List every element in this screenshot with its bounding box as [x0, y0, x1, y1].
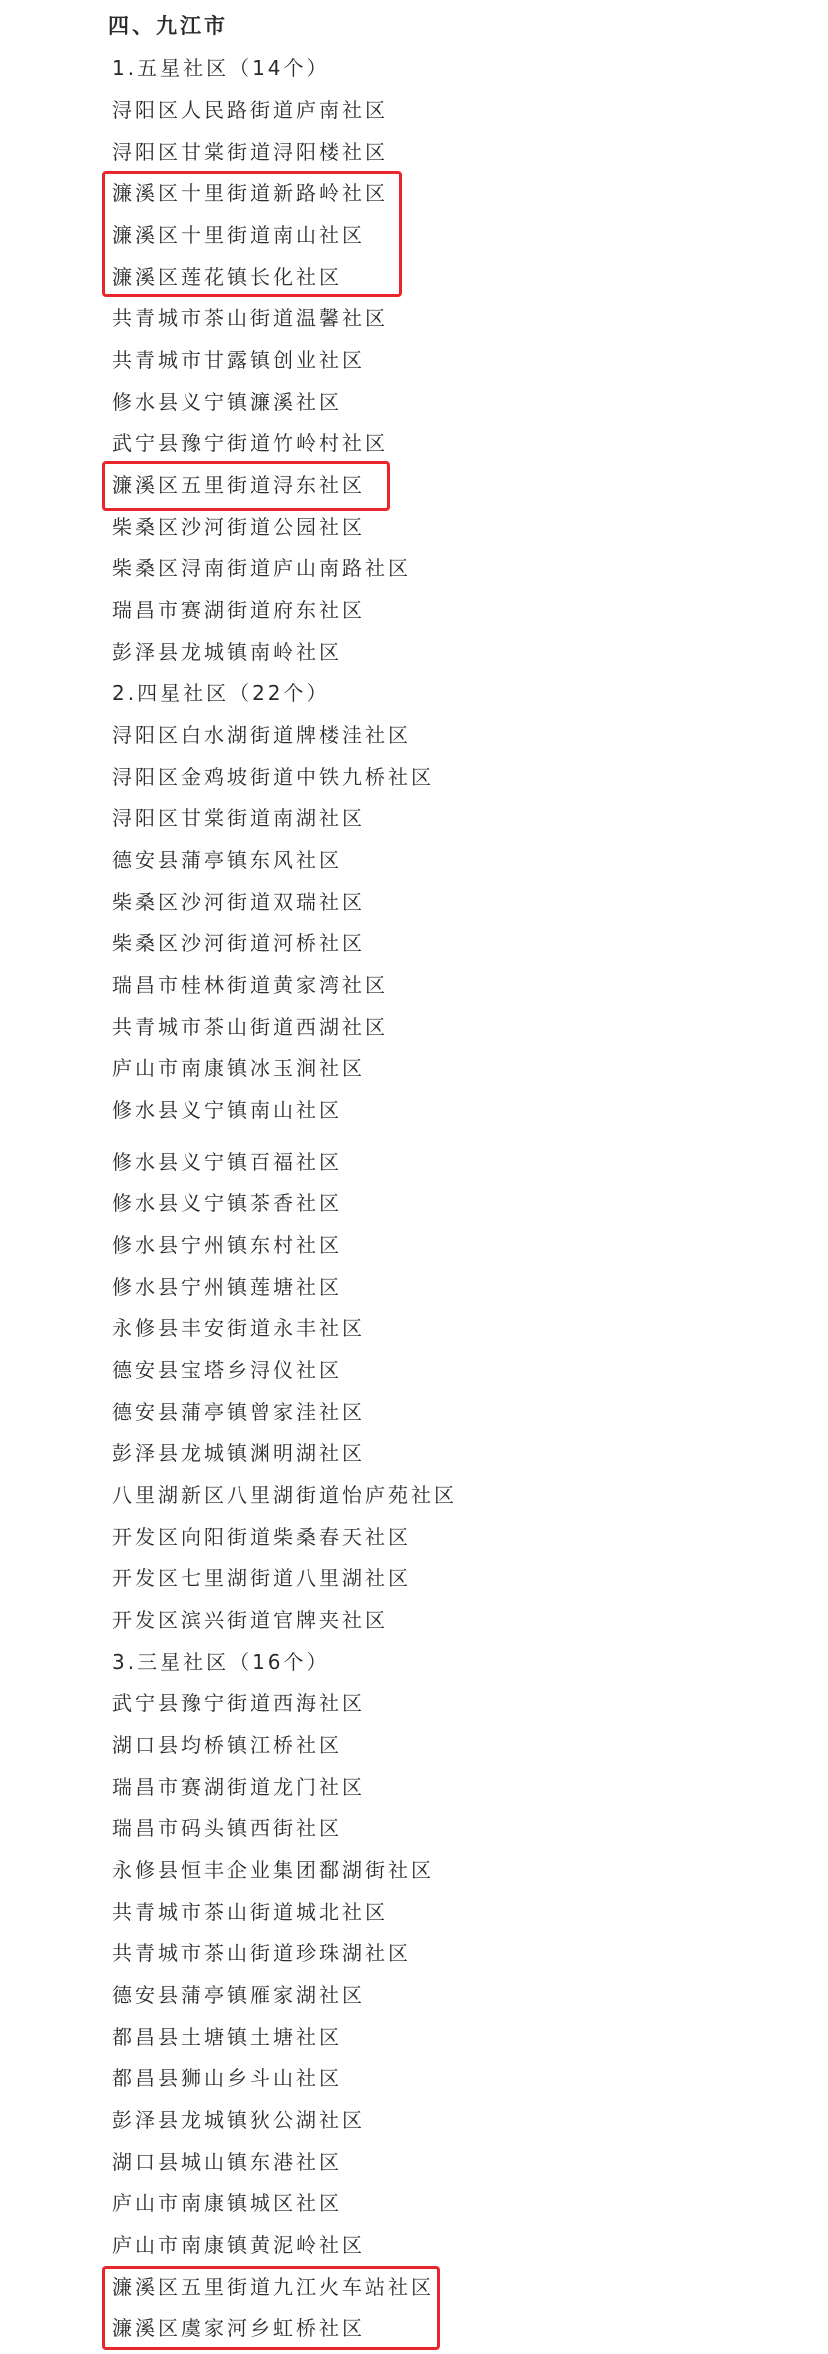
list-item: 柴桑区浔南街道庐山南路社区	[112, 556, 411, 580]
list-item: 柴桑区沙河街道公园社区	[112, 515, 365, 539]
list-item: 濂溪区虞家河乡虹桥社区	[112, 2316, 365, 2340]
list-item: 彭泽县龙城镇渊明湖社区	[112, 1441, 365, 1465]
list-item: 湖口县城山镇东港社区	[112, 2150, 342, 2174]
list-item: 开发区七里湖街道八里湖社区	[112, 1566, 411, 1590]
list-item: 濂溪区十里街道南山社区	[112, 223, 365, 247]
list-item: 濂溪区莲花镇长化社区	[112, 265, 342, 289]
list-item: 永修县丰安街道永丰社区	[112, 1316, 365, 1340]
list-item: 修水县宁州镇东村社区	[112, 1233, 342, 1257]
list-item: 修水县义宁镇南山社区	[112, 1098, 342, 1122]
section-heading: 四、九江市	[108, 14, 228, 38]
list-item: 濂溪区五里街道九江火车站社区	[112, 2275, 434, 2299]
list-item: 瑞昌市码头镇西街社区	[112, 1816, 342, 1840]
list-item: 柴桑区沙河街道双瑞社区	[112, 890, 365, 914]
highlight-box	[102, 2266, 440, 2350]
list-item: 柴桑区沙河街道河桥社区	[112, 931, 365, 955]
list-item: 开发区滨兴街道官牌夹社区	[112, 1608, 388, 1632]
highlight-box	[102, 171, 402, 297]
list-item: 瑞昌市赛湖街道龙门社区	[112, 1775, 365, 1799]
list-item: 共青城市茶山街道城北社区	[112, 1900, 388, 1924]
list-item: 修水县义宁镇濂溪社区	[112, 390, 342, 414]
list-item: 彭泽县龙城镇狄公湖社区	[112, 2108, 365, 2132]
list-item: 浔阳区白水湖街道牌楼洼社区	[112, 723, 411, 747]
list-item: 德安县蒲亭镇曾家洼社区	[112, 1400, 365, 1424]
highlight-box	[102, 461, 390, 511]
list-item: 庐山市南康镇冰玉涧社区	[112, 1056, 365, 1080]
list-item: 共青城市茶山街道西湖社区	[112, 1015, 388, 1039]
list-item: 共青城市茶山街道珍珠湖社区	[112, 1941, 411, 1965]
list-item: 德安县宝塔乡浔仪社区	[112, 1358, 342, 1382]
list-item: 濂溪区十里街道新路岭社区	[112, 181, 388, 205]
list-item: 浔阳区甘棠街道浔阳楼社区	[112, 140, 388, 164]
list-item: 德安县蒲亭镇东风社区	[112, 848, 342, 872]
group-title: 2.四星社区（22个）	[112, 681, 330, 705]
list-item: 武宁县豫宁街道竹岭村社区	[112, 431, 388, 455]
group-title: 3.三星社区（16个）	[112, 1650, 330, 1674]
list-item: 瑞昌市桂林街道黄家湾社区	[112, 973, 388, 997]
list-item: 湖口县均桥镇江桥社区	[112, 1733, 342, 1757]
list-item: 武宁县豫宁街道西海社区	[112, 1691, 365, 1715]
list-item: 浔阳区金鸡坡街道中铁九桥社区	[112, 765, 434, 789]
list-item: 庐山市南康镇黄泥岭社区	[112, 2233, 365, 2257]
list-item: 八里湖新区八里湖街道怡庐苑社区	[112, 1483, 457, 1507]
list-item: 浔阳区人民路街道庐南社区	[112, 98, 388, 122]
list-item: 都昌县狮山乡斗山社区	[112, 2066, 342, 2090]
list-item: 濂溪区五里街道浔东社区	[112, 473, 365, 497]
list-item: 浔阳区甘棠街道南湖社区	[112, 806, 365, 830]
list-item: 共青城市茶山街道温馨社区	[112, 306, 388, 330]
list-item: 永修县恒丰企业集团鄱湖街社区	[112, 1858, 434, 1882]
list-item: 都昌县土塘镇土塘社区	[112, 2025, 342, 2049]
list-item: 德安县蒲亭镇雁家湖社区	[112, 1983, 365, 2007]
list-item: 彭泽县龙城镇南岭社区	[112, 640, 342, 664]
list-item: 瑞昌市赛湖街道府东社区	[112, 598, 365, 622]
list-item: 共青城市甘露镇创业社区	[112, 348, 365, 372]
list-item: 修水县义宁镇茶香社区	[112, 1191, 342, 1215]
list-item: 开发区向阳街道柴桑春天社区	[112, 1525, 411, 1549]
list-item: 修水县义宁镇百福社区	[112, 1150, 342, 1174]
list-item: 修水县宁州镇莲塘社区	[112, 1275, 342, 1299]
list-item: 庐山市南康镇城区社区	[112, 2191, 342, 2215]
group-title: 1.五星社区（14个）	[112, 56, 330, 80]
